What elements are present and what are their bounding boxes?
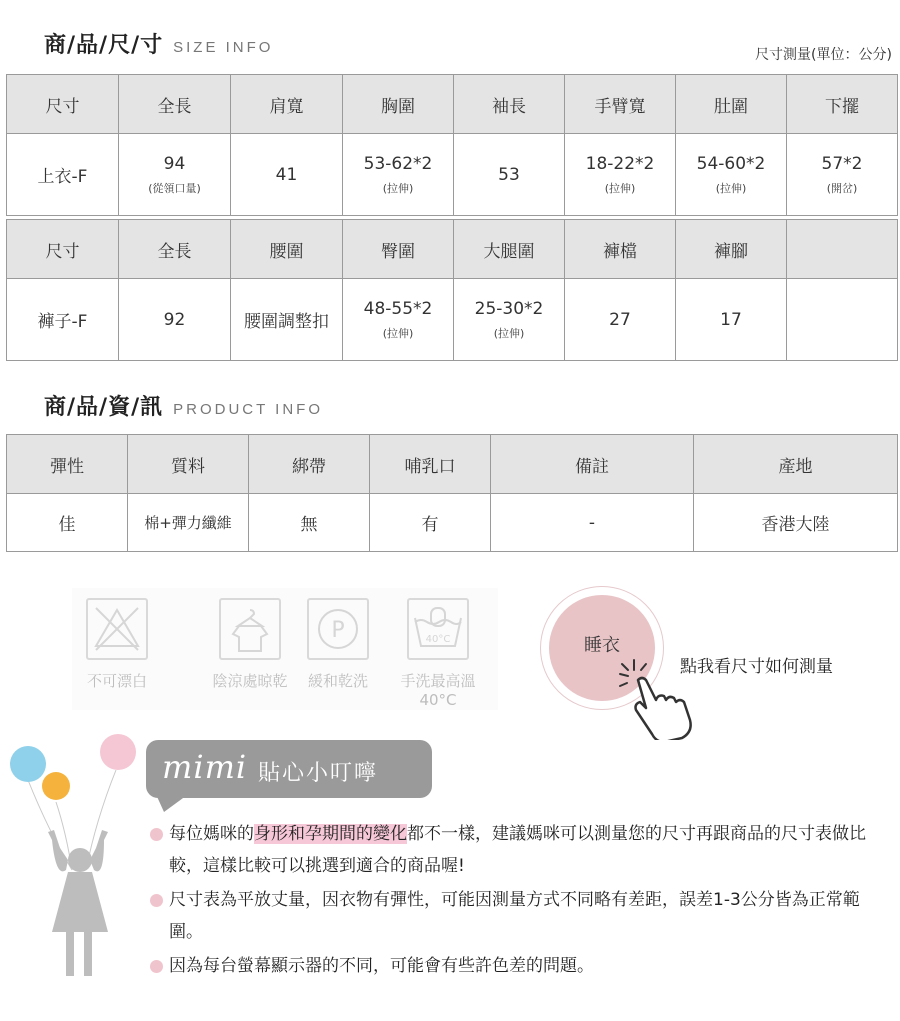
table-header: 全長: [119, 75, 231, 134]
table-cell: 92: [119, 279, 231, 361]
size-title-zh: 商/品/尺/寸: [44, 33, 164, 58]
tip-text: 尺寸表為平放丈量，因衣物有彈性，可能因測量方式不同略有差距，誤差1-3公分皆為正常範圍。: [169, 890, 860, 942]
care-item-no-bleach: [82, 598, 152, 691]
care-label: 陰涼處晾乾: [212, 672, 288, 690]
table-header: 哺乳口: [370, 435, 491, 494]
table-cell: 54-60*2 (拉伸): [676, 134, 787, 216]
table-header: 備註: [491, 435, 694, 494]
table-header: 彈性: [7, 435, 128, 494]
table-cell: 棉+彈力纖維: [128, 494, 249, 552]
table-header: 胸圍: [343, 75, 454, 134]
table-header: 腰圍: [231, 220, 343, 279]
table-header: 肩寬: [231, 75, 343, 134]
table-header: 臀圍: [343, 220, 454, 279]
table-cell: 17: [676, 279, 787, 361]
cell-note: (從領口量): [148, 181, 201, 195]
highlight-text: 身形和孕期間的變化: [254, 824, 407, 844]
table-header: [787, 220, 898, 279]
table-cell: 褲子-F: [7, 279, 119, 361]
tips-title: 貼心小叮嚀: [258, 761, 379, 786]
size-title-en: SIZE INFO: [173, 39, 274, 56]
table-cell: [787, 279, 898, 361]
product-table-header-row: [7, 435, 898, 494]
pants-size-table: [6, 219, 898, 361]
bullet-dot: [150, 894, 163, 907]
table-cell: 無: [249, 494, 370, 552]
table-header: 褲腳: [676, 220, 787, 279]
product-info-table: [6, 434, 898, 552]
no-bleach-icon: [86, 598, 148, 660]
top-size-table: [6, 74, 898, 216]
table-header: 下擺: [787, 75, 898, 134]
table-row: [7, 494, 898, 552]
product-title-zh: 商/品/資/訊: [44, 395, 164, 420]
care-item-dry-clean: [298, 598, 378, 691]
size-info-title: [44, 28, 273, 59]
tip-item-2: [150, 884, 880, 948]
table-cell: 57*2 (開岔): [787, 134, 898, 216]
table-header: 尺寸: [7, 75, 119, 134]
table-header: 褲檔: [565, 220, 676, 279]
table-row: [7, 134, 898, 216]
table-cell: 94 (從領口量): [119, 134, 231, 216]
table-header: 質料: [128, 435, 249, 494]
care-label: 不可漂白: [86, 672, 147, 690]
bullet-dot: [150, 828, 163, 841]
care-label-temp: 40°C: [419, 691, 457, 709]
tip-text: 每位媽咪的身形和孕期間的變化都不一樣，建議媽咪可以測量您的尺寸再跟商品的尺寸表做比較，這樣比較可以挑選到適合的商品喔!: [169, 824, 866, 876]
care-label: 手洗最高溫: [400, 672, 476, 690]
girl-balloons-illustration: [0, 730, 150, 1017]
p-letter: P: [331, 618, 345, 643]
table-cell: 53: [454, 134, 565, 216]
unit-note: 尺寸測量(單位：公分): [755, 47, 892, 63]
tips-bubble: [146, 740, 432, 798]
table-header: 手臂寬: [565, 75, 676, 134]
table-header: 全長: [119, 220, 231, 279]
table-cell: 腰圍調整扣: [231, 279, 343, 361]
cell-note: (拉伸): [493, 326, 525, 340]
bullet-dot: [150, 960, 163, 973]
pants-table-header-row: [7, 220, 898, 279]
cell-note: (拉伸): [382, 181, 414, 195]
table-cell: 佳: [7, 494, 128, 552]
table-cell: 上衣-F: [7, 134, 119, 216]
table-cell: -: [491, 494, 694, 552]
table-header: 大腿圍: [454, 220, 565, 279]
table-cell: 香港大陸: [694, 494, 898, 552]
tip-text: 因為每台螢幕顯示器的不同，可能會有些許色差的問題。: [169, 956, 594, 976]
cell-note: (拉伸): [604, 181, 636, 195]
product-info-title: [44, 390, 323, 421]
circle-label: 睡衣: [584, 635, 620, 656]
orange-balloon: [42, 772, 70, 800]
blue-balloon: [10, 746, 46, 782]
top-table-header-row: [7, 75, 898, 134]
table-cell: 41: [231, 134, 343, 216]
care-item-hand-wash: [390, 598, 486, 709]
cell-note: (開岔): [826, 181, 858, 195]
mimi-logo: mimi: [162, 748, 248, 786]
table-cell: 27: [565, 279, 676, 361]
hang-dry-icon: [219, 598, 281, 660]
temp-text: 40°C: [425, 634, 451, 645]
table-cell: 有: [370, 494, 491, 552]
cell-note: (拉伸): [715, 181, 747, 195]
table-header: 產地: [694, 435, 898, 494]
care-label: 緩和乾洗: [307, 672, 368, 690]
table-header: 肚圍: [676, 75, 787, 134]
dry-clean-p-icon: [307, 598, 369, 660]
tip-item-3: [150, 950, 880, 982]
table-row: [7, 279, 898, 361]
measure-how-link[interactable]: 點我看尺寸如何測量: [680, 657, 833, 677]
table-cell: 18-22*2 (拉伸): [565, 134, 676, 216]
hand-wash-40-icon: [407, 598, 469, 660]
pink-balloon: [100, 734, 136, 770]
table-cell: 25-30*2 (拉伸): [454, 279, 565, 361]
care-item-hang-dry: [200, 598, 300, 691]
tip-item-1: [150, 818, 880, 882]
table-header: 袖長: [454, 75, 565, 134]
table-header: 綁帶: [249, 435, 370, 494]
cell-note: (拉伸): [382, 326, 414, 340]
care-instructions: [72, 588, 498, 710]
product-title-en: PRODUCT INFO: [173, 401, 324, 418]
table-header: 尺寸: [7, 220, 119, 279]
table-cell: 48-55*2 (拉伸): [343, 279, 454, 361]
table-cell: 53-62*2 (拉伸): [343, 134, 454, 216]
